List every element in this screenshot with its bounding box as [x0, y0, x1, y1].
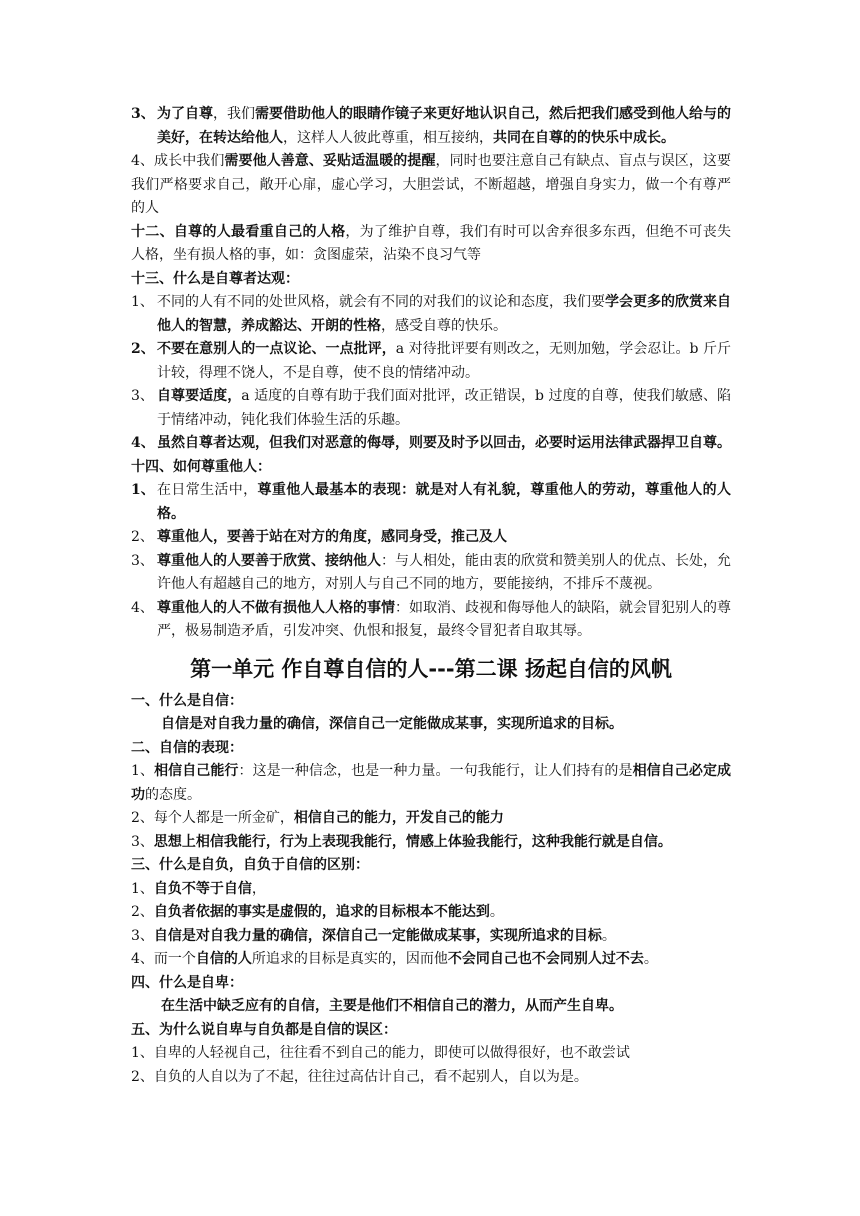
text-run: 自信是对自我力量的确信，深信自己一定能做成某事，实现所追求的目标 [153, 927, 602, 944]
text-run: 。 [601, 927, 616, 944]
numbered-paragraph [131, 597, 731, 644]
numbered-paragraph [131, 385, 731, 432]
text-run: 不同的人有不同的处世风格，就会有不同的对我们的议论和态度，我们要 [157, 294, 605, 310]
item-number: 4、 [131, 435, 155, 451]
text-run: 三、什么是自负，自负于自信的区别： [131, 857, 369, 873]
text-run: 自负者依据的事实是虚假的，追求的目标根本不能达到 [153, 904, 490, 920]
numbered-paragraph [131, 291, 731, 338]
text-run: ：如取消、歧视和侮辱他人的缺陷，就会冒犯别人的尊严，极易制造矛盾，引发冲突、仇恨和报复，最终令冒犯者自取其辱。 [157, 599, 731, 639]
text-run: 十三、什么是自尊者达观： [131, 270, 299, 287]
text-run: 第一单元 作自尊自信的人---第二课 扬起自信的风帆 [190, 656, 672, 681]
text-run: 需要他人善意、妥贴适温暖的提醒 [224, 153, 436, 169]
paragraph [131, 1066, 731, 1090]
text-run: 尊重他人最基本的表现：就是对人有礼貌，尊重他人的劳动，尊重他人的人格。 [157, 482, 732, 522]
item-number: 3、 [131, 106, 155, 122]
numbered-paragraph [131, 338, 731, 385]
paragraph [131, 807, 731, 831]
text-run: 学会更多的欣赏来自他人的智慧，养成豁达、开朗的性格 [157, 294, 731, 334]
text-run: 共同在自尊的的快乐中成长。 [493, 129, 675, 146]
paragraph [131, 901, 731, 925]
text-run: 四、什么是自卑： [131, 974, 243, 991]
text-run: 1、 [131, 763, 155, 779]
text-run: 1、 [131, 880, 154, 897]
item-number: 2、 [131, 341, 155, 357]
text-run: 为了自尊 [157, 106, 213, 122]
text-run: 4、而一个 [131, 951, 196, 967]
numbered-paragraph [131, 550, 731, 597]
text-run: 在日常生活中， [157, 482, 258, 498]
text-run: 所追求的目标是真实的，因而他 [251, 951, 448, 967]
text-run: ，我们 [213, 106, 255, 122]
numbered-paragraph [131, 432, 731, 456]
item-number: 1、 [131, 294, 154, 310]
paragraph [131, 150, 731, 221]
text-run: ，为了维护自尊，我们有时可以舍弃很多东西，但绝不可丧失人格，坐有损人格的事，如：贪图虚荣，沾染不良习气等 [131, 223, 731, 263]
text-run: 一、什么是自信： [131, 692, 243, 709]
indented-paragraph [131, 713, 731, 737]
text-run: ， [251, 880, 266, 897]
numbered-paragraph [131, 526, 731, 550]
paragraph [131, 878, 731, 902]
paragraph [131, 972, 731, 996]
text-run: ，同时也要注意自己有缺点、盲点与误区，这要我们严格要求自己，敞开心扉，虚心学习，大胆尝试，不断超越，增强自身实力，做一个有尊严的人 [131, 153, 731, 216]
text-run: 1、自卑的人轻视自己，往往看不到自己的能力，即使可以做得很好，也不敢尝试 [131, 1045, 630, 1061]
text-run: ：与人相处，能由衷的欣赏和赞美别人的优点、长处，允许他人有超越自己的地方，对别人与自己不同的地方，要能接纳，不排斥不蔑视。 [157, 552, 731, 592]
text-run: 十四、如何尊重他人： [131, 458, 271, 475]
numbered-paragraph [131, 103, 731, 150]
paragraph [131, 948, 731, 972]
text-run: 虽然自尊者达观，但我们对恶意的侮辱，则要及时予以回击，必要时运用法律武器捍卫自尊。 [157, 435, 731, 451]
text-run: 。 [643, 951, 658, 967]
paragraph [131, 737, 731, 761]
text-run: 相信自己必定成功 [131, 763, 732, 803]
text-run: 2、每个人都是一所金矿， [131, 810, 294, 826]
text-run: 在生活中缺乏应有的自信，主要是他们不相信自己的潜力，从而产生自卑。 [161, 998, 623, 1014]
text-run: 需要借助他人的眼睛作镜子来更好地认识自己，然后把我们感受到他人给与的美好，在转达给他人 [157, 106, 731, 146]
text-run: 五、为什么说自卑与自负都是自信的误区： [131, 1021, 397, 1038]
text-run: 思想上相信我能行，行为上表现我能行，情感上体验我能行，这种我能行就是自信。 [153, 833, 672, 850]
paragraph [131, 854, 731, 878]
text-run: 3、 [131, 833, 154, 850]
text-run: 自尊要适度， [157, 388, 242, 404]
text-run: 不要在意别人的一点议论、一点批评， [157, 341, 396, 357]
text-run: 不会同自己也不会同别人过不去 [447, 951, 644, 967]
text-run: 4、成长中我们 [131, 153, 225, 169]
text-run: ，感受自尊的快乐。 [381, 317, 507, 334]
paragraph [131, 690, 731, 714]
text-run: 自信的人 [195, 951, 252, 967]
paragraph [131, 831, 731, 855]
text-run: 相信自己的能力，开发自己的能力 [293, 810, 504, 826]
text-run: 2、自负的人自以为了不起，往往过高估计自己，看不起别人，自以为是。 [131, 1068, 588, 1085]
text-run: 二、自信的表现： [131, 739, 243, 756]
text-run: 尊重他人的人不做有损他人人格的事情 [157, 599, 395, 616]
text-run: 尊重他人，要善于站在对方的角度，感同身受，推己及人 [157, 529, 507, 545]
section-title [131, 654, 731, 684]
paragraph [131, 925, 731, 949]
item-number: 2、 [131, 529, 154, 545]
text-run: 自信是对自我力量的确信，深信自己一定能做成某事，实现所追求的目标。 [161, 716, 623, 732]
paragraph [131, 1042, 731, 1066]
text-run: 十二、自尊的人最看重自己的人格 [131, 223, 346, 240]
text-run: 3、 [131, 927, 154, 944]
text-run: ：这是一种信念，也是一种力量。一句我能行，让人们持有的是 [238, 763, 633, 779]
text-run: 2、 [131, 904, 154, 920]
paragraph [131, 1019, 731, 1043]
paragraph [131, 221, 731, 268]
text-run: 。 [489, 904, 504, 920]
indented-paragraph [131, 995, 731, 1019]
paragraph [131, 268, 731, 292]
numbered-paragraph [131, 479, 731, 526]
paragraph [131, 760, 731, 807]
text-run: 相信自己能行 [154, 763, 239, 779]
text-run: 自负不等于自信 [153, 880, 252, 897]
paragraph [131, 456, 731, 480]
item-number: 3、 [131, 388, 154, 404]
item-number: 4、 [131, 599, 154, 616]
text-run: ，这样人人彼此尊重，相互接纳， [283, 129, 493, 146]
document-body [131, 103, 731, 1089]
text-run: 的态度。 [145, 786, 201, 803]
text-run: a 适度的自尊有助于我们面对批评，改正错误，b 过度的自尊，使我们敏感、陷于情绪冲动，钝化我们体验生活的乐趣。 [157, 388, 732, 428]
text-run: a 对待批评要有则改之，无则加勉，学会忍让。b 斤斤计较，得理不饶人，不是自尊，使不良的情绪冲动。 [157, 341, 731, 381]
item-number: 1、 [131, 482, 155, 498]
item-number: 3、 [131, 552, 154, 569]
text-run: 尊重他人的人要善于欣赏、接纳他人 [157, 552, 381, 569]
